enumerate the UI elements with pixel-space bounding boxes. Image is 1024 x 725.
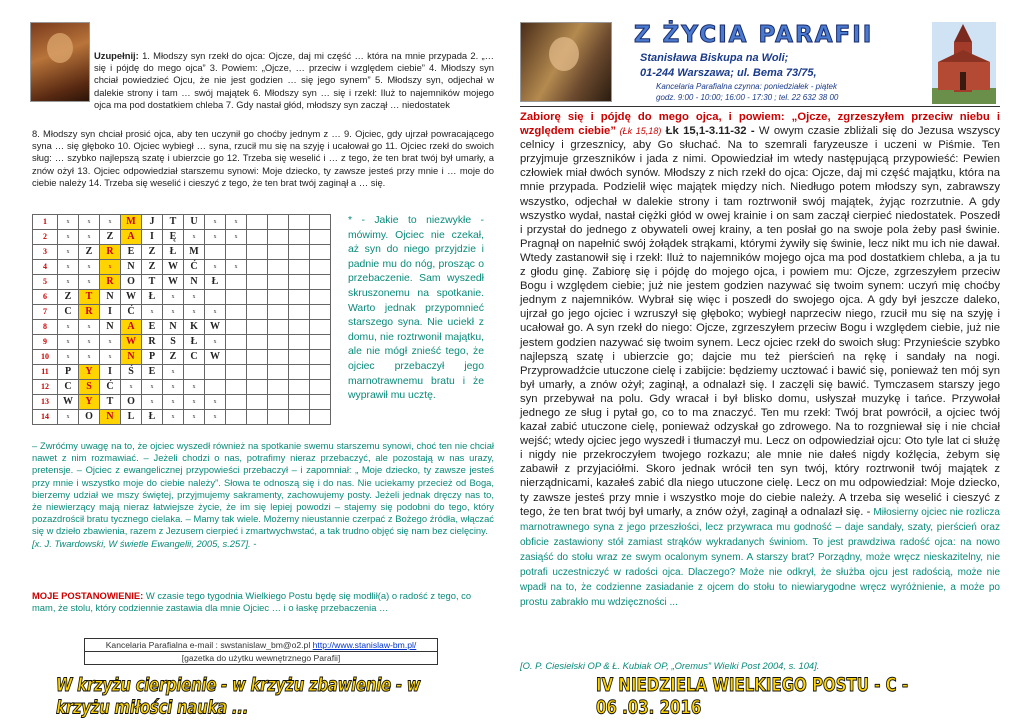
resolution-block [32,590,494,614]
crossword-cell [247,320,268,335]
crossword-row-number: 3 [33,245,58,260]
footer-note: [gazetka do użytku wewnętrznego Parafii] [85,651,437,664]
crossword-row-number: 8 [33,320,58,335]
crossword-cell [268,305,289,320]
crossword-cell: Ę [163,230,184,245]
crossword-cell [226,395,247,410]
crossword-cell: x [79,335,100,350]
crossword-cell [268,290,289,305]
crossword-cell: Ł [142,290,163,305]
crossword-cell: x [58,230,79,245]
crossword-row [33,290,331,305]
crossword-cell [247,335,268,350]
crossword-cell [205,290,226,305]
crossword-cell: x [79,215,100,230]
crossword-key-cell: Y [79,365,100,380]
crossword-cell [310,410,331,425]
crossword-cell: x [184,395,205,410]
crossword-row-number: 11 [33,365,58,380]
gospel-block [520,110,1000,610]
crossword-cell [247,395,268,410]
crossword-cell [247,365,268,380]
crossword-row-number: 12 [33,380,58,395]
crossword-cell [247,305,268,320]
prodigal-son-painting [30,22,90,102]
crossword-row-number: 4 [33,260,58,275]
crossword-key-cell: S [79,380,100,395]
crossword-cell: x [163,305,184,320]
crossword-key-cell: N [100,410,121,425]
crossword-cell: Ł [205,275,226,290]
crossword-cell: W [121,290,142,305]
crossword-cell: x [163,290,184,305]
crossword-cell: N [163,320,184,335]
crossword-cell [268,215,289,230]
crossword-grid [32,214,331,425]
crossword-cell [247,260,268,275]
crossword-cell: W [163,275,184,290]
right-banner: IV NIEDZIELA WIELKIEGO POSTU - C - 06 .03. 2016 [596,673,909,719]
crossword-cell: W [205,350,226,365]
crossword-cell: T [100,395,121,410]
answers-continued: 8. Młodszy syn chciał prosić ojca, aby ten uczynił go choćby jednym z … 9. Ojciec, gdy ujrzał powracającego syna … się głęboko 10. Ojciec wybiegł … syna, rzucił mu się na szyję i ucałował go 11. Ojciec rzekł do swoich sług: … szybko najlepszą szatę i ubierzcie go 12. Trzeba się weselić i … z tego, że ten brat twój był umarły, a znów ożył 13. Ojciec odpowiedział starszemu synowi: Moje dziecko, ty zawsze jesteś przy mnie i … moje do ciebie należy 14. Trzeba się weselić i cieszyć z tego, że ten brat twój zaginął a … się. [32,128,494,188]
crossword-cell [268,410,289,425]
crossword-cell [268,320,289,335]
crossword-cell [247,275,268,290]
crossword-cell [226,305,247,320]
crossword-cell [289,275,310,290]
crossword-cell: x [184,380,205,395]
crossword-cell [226,290,247,305]
crossword-key-cell: R [79,305,100,320]
crossword-cell [268,275,289,290]
crossword-cell [247,290,268,305]
crossword-row [33,350,331,365]
side-note: * - Jakie to niezwykłe - mówimy. Ojciec nie czekał, aż syn do niego przyjdzie i padnie mu do nóg, prosząc o przebaczenie. Sam wyszedł skruszonemu na spotkanie. Warto jednak przypomnieć starszego syna. Nie uciekł z domu, nie roztrwonił majątku, ale nie mógł znieść tego, że ojciec przebaczył jego marnotrawnemu bratu i że wyprawił mu ucztę. [348,215,484,402]
crossword-cell: x [79,350,100,365]
crossword-cell [247,410,268,425]
crossword-cell: x [163,395,184,410]
crossword-cell [289,320,310,335]
crossword-cell: x [163,365,184,380]
crossword-cell: x [184,305,205,320]
crossword-cell [310,395,331,410]
crossword-cell [205,380,226,395]
crossword-cell [289,245,310,260]
crossword-cell: x [226,230,247,245]
crossword-cell: x [205,410,226,425]
crossword-cell [289,365,310,380]
crossword-row-number: 2 [33,230,58,245]
crossword-cell: W [205,320,226,335]
footer-email: Kancelaria Parafialna e-mail : swstanislaw_bm@o2.pl [105,640,311,650]
crossword-cell [268,335,289,350]
crossword-key-cell: A [121,230,142,245]
crossword-cell: x [205,395,226,410]
crossword-row [33,410,331,425]
crossword-cell: C [58,305,79,320]
crossword-cell: x [58,275,79,290]
crossword-cell: Ś [121,365,142,380]
crossword-row [33,245,331,260]
header-rule [520,106,1000,107]
office-hours: godz. 9:00 - 10:00; 16:00 - 17:30 ; tel. 22 632 38 00 [656,93,839,102]
crossword-cell: Z [79,245,100,260]
crossword-cell [268,365,289,380]
crossword-cell [226,410,247,425]
crossword-cell: L [121,410,142,425]
crossword-cell: x [142,380,163,395]
crossword-cell: x [184,410,205,425]
crossword-cell: P [142,350,163,365]
crossword-cell: E [142,365,163,380]
crossword-cell [289,305,310,320]
crossword-row [33,305,331,320]
crossword-cell [247,230,268,245]
crossword-cell: N [100,290,121,305]
crossword-cell: x [58,350,79,365]
crossword-row-number: 9 [33,335,58,350]
crossword-cell: x [205,335,226,350]
crossword-cell: x [100,350,121,365]
crossword-cell [310,365,331,380]
footer-box [84,638,438,665]
crossword-cell: O [79,410,100,425]
crossword-cell [310,290,331,305]
crossword-cell: Z [142,245,163,260]
crossword-row [33,365,331,380]
crossword-cell: x [121,380,142,395]
crossword-cell: x [226,215,247,230]
crossword-cell: x [79,320,100,335]
crossword-cell: x [205,215,226,230]
crossword-cell: x [163,380,184,395]
crossword-cell: x [79,275,100,290]
commentary-text: – Zwróćmy uwagę na to, że ojciec wyszedł również na spotkanie swemu starszemu synowi, choć ten nie chciał nawet z nim rozmawiać. – Jeżeli chodzi o nas, potrafimy nieraz przebaczyć, ale pozostają w nas urazy, pretensje. – Ojciec z ewangelicznej przypowieści przebaczył – i zapomniał: „ Moje dziecko, ty zawsze jesteś przy mnie i wszystko moje do ciebie należy”. Słowa te odnoszą się i do nas. Nie uciekamy przecież od Boga, bierzemy udział we mszy świętej, przyjmujemy sakramenty, zachowujemy posty. Jeżeli jednak dręczy nas to, że niewierzący mają nieraz łatwiejsze życie, że im się lepiej powodzi – stajemy się podobni do tego, który pozazdrościł bratu tycznego cielaka. – Mamy tak wiele. Możemy nieustannie czerpać z Bożego źródła, włączać się w dzieło zbawienia, razem z Jezusem cierpieć i zmartwychwstać, a tak trudno objęć się nam bez cielęciny. [32,440,494,537]
crossword-cell: x [58,215,79,230]
crossword-cell: x [205,230,226,245]
crossword-key-cell: R [100,245,121,260]
crossword-cell: Ć [121,305,142,320]
crossword-cell: x [226,260,247,275]
crossword-cell [310,215,331,230]
crossword-row-number: 10 [33,350,58,365]
crossword-cell [268,260,289,275]
crossword-cell: O [121,395,142,410]
crossword-cell: W [58,395,79,410]
crossword-key-cell: R [100,275,121,290]
crossword-cell: K [184,320,205,335]
crossword-cell [310,305,331,320]
crossword-row [33,275,331,290]
crossword-cell [310,350,331,365]
commentary-paragraph [32,440,494,550]
crossword-cell: U [184,215,205,230]
crossword-cell: x [58,320,79,335]
crossword-cell: x [163,410,184,425]
crossword-row [33,260,331,275]
crossword-cell: x [205,260,226,275]
crossword-cell [289,380,310,395]
crossword-cell: Z [142,260,163,275]
crossword-cell: Ć [184,260,205,275]
crossword-cell: Ł [142,410,163,425]
crossword-cell [205,365,226,380]
crossword-cell [268,380,289,395]
resolution-title: MOJE POSTANOWIENIE: [32,590,144,601]
crossword-cell [247,245,268,260]
crossword-cell [268,245,289,260]
crossword-cell [289,215,310,230]
crossword-cell [289,410,310,425]
crossword-cell: x [184,290,205,305]
crossword-cell: I [100,305,121,320]
crossword-cell: x [58,260,79,275]
crossword-cell: x [79,230,100,245]
crossword-row-number: 14 [33,410,58,425]
crossword-cell: C [58,380,79,395]
crossword-cell: x [58,245,79,260]
parish-address: 01-244 Warszawa; ul. Bema 73/75, [640,67,817,79]
crossword-cell: x [79,260,100,275]
crossword-cell: Z [163,350,184,365]
gospel-pericope: Łk 15,1-3.11-32 - [661,125,755,138]
crossword-cell [310,320,331,335]
crossword-cell: N [184,275,205,290]
crossword-cell: Ć [100,380,121,395]
crossword-cell [226,245,247,260]
crossword-cell: x [100,335,121,350]
gospel-intro: Zabiorę się i pójdę do mego ojca, i powiem: „Ojcze, zgrzeszyłem przeciw niebu i względem ciebie” [520,111,1000,138]
crossword-row [33,230,331,245]
crossword-cell: S [163,335,184,350]
crossword-row [33,380,331,395]
crossword-cell [226,335,247,350]
crossword-cell: Ł [163,245,184,260]
crossword-cell: I [142,230,163,245]
crossword-cell [226,380,247,395]
crossword-cell: M [184,245,205,260]
crossword-cell [247,215,268,230]
crossword-key-cell: A [121,320,142,335]
crossword-cell [289,290,310,305]
newsletter-title: Z ŻYCIA PARAFII [634,22,874,48]
answers-text: 1. Młodszy syn rzekł do ojca: Ojcze, daj mi część … która na mnie przypada 2. „… się i pójdę do mego ojca” 3. Powiem: „Ojcze, … przeciw i względem ciebie” 4. Młodszy syn chciał powiedzieć Ojcu, że nie jest godzien … się jego synem” 5. Młodszy syn, odjechał w dalekie strony i tam … swój majątek 6. Młodszy syn … się i rzekł: Iluż to najemników mojego ojca ma pod dostatkiem chleba 7. Gdy nastał głód, młodszy syn zaczął … niedostatek [94,50,494,110]
crossword-cell [247,380,268,395]
crossword-cell: T [163,215,184,230]
crossword-row-number: 6 [33,290,58,305]
parish-website-link[interactable]: http://www.stanislaw-bm.pl/ [312,640,417,650]
crossword-cell: x [205,305,226,320]
prodigal-return-painting [520,22,612,102]
parish-name: Stanisława Biskupa na Woli; [640,52,789,64]
crossword-cell [205,245,226,260]
crossword-cell: W [163,260,184,275]
crossword-key-cell: T [79,290,100,305]
crossword-cell: E [121,245,142,260]
crossword-cell: x [184,230,205,245]
crossword-cell: E [142,320,163,335]
crossword-cell: P [58,365,79,380]
crossword-key-cell: M [121,215,142,230]
crossword-row-number: 1 [33,215,58,230]
footer-contact [85,639,437,651]
crossword-cell [289,350,310,365]
crossword-cell [310,245,331,260]
answers-block [94,50,494,111]
crossword-cell: C [184,350,205,365]
church-picture [932,22,996,104]
crossword-cell: N [100,320,121,335]
crossword-row [33,320,331,335]
crossword-cell [289,395,310,410]
crossword-cell [226,350,247,365]
crossword-cell: Z [58,290,79,305]
crossword-key-cell: W [121,335,142,350]
crossword-key-cell: N [121,350,142,365]
crossword-cell [226,275,247,290]
crossword-row [33,215,331,230]
crossword-row-number: 7 [33,305,58,320]
crossword-cell: I [100,365,121,380]
crossword-cell [289,260,310,275]
crossword-cell: T [142,275,163,290]
crossword-cell [310,230,331,245]
crossword-key-cell: x [100,260,121,275]
crossword-cell: Z [100,230,121,245]
crossword-cell [289,335,310,350]
crossword-cell [184,365,205,380]
crossword-cell: Ł [184,335,205,350]
gospel-text: W owym czasie zbliżali się do Jezusa wszyscy celnicy i grzesznicy, aby Go słuchać. Na to szemrali faryzeusze i uczeni w Piśmie. Ten przyjmuje grzeszników i jada z nimi. Opowiedział im wtedy następującą przypowieść: Pewien człowiek miał dwóch synów. Młodszy z nich rzekł do ojca: Ojcze, daj mi część majątku, która na mnie przypada. Podzielił więc majątek między nich. Niedługo potem młodszy syn, zabrawszy wszystko, odjechał w dalekie strony i tam roztrwonił swój majątek, żyjąc rozrzutnie. A gdy wszystko wydał, nastał ciężki głód w owej krainie i on sam zaczął cierpieć niedostatek. Poszedł i przystał do jednego z obywateli owej krainy, a ten posłał go na swoje pola żeby pasł świnie. Pragnął on napełnić swój żołądek strąkami, którymi żywiły się świnie, lecz nikt mu ich nie dawał. Wtedy zastanowił się i rzekł: Iluż to najemników mojego ojca ma pod dostatkiem chleba, a ja tu z głodu ginę. Zabiorę się i pójdę do mojego ojca, i powiem mu: Ojcze, zgrzeszyłem przeciw Bogu i względem ciebie; już nie jestem godzien nazywać się twoim synem: uczyń mię choćby jednym z najemników. Wybrał się więc i poszedł do swojego ojca. A gdy był jeszcze daleko, ujrzał go jego ojciec i wzruszył się głęboko; wybiegł naprzeciw niego, rzucił mu się na szyję i ucałował go. A syn rzekł do niego: Ojcze, zgrzeszyłem przeciw Bogu i względem ciebie, już nie jestem godzien nazywać się twoim synem. Lecz ojciec rzekł do swoich sług: Przynieście szybko najlepszą szatę i ubierzcie go; dajcie mu też pierścień na rękę i sandały na nogi. Przyprowadźcie utuczone cielę i zabijcie: będziemy ucztować i bawić się, ponieważ ten mój syn był umarły, a znów ożył; zaginął, a odnalazł się. I zaczęli się bawić. Tymczasem starszy jego syn przebywał na polu. Gdy wracał i był blisko domu, usłyszał muzykę i tańce. Przywołał jednego ze sług i pytał go, co to ma znaczyć. Ten mu rzekł: Twój brat powrócił, a ojciec twój kazał zabić utuczone cielę, ponieważ odzyskał go zdrowego. Na to rozgniewał się i nie chciał wejść; wtedy ojciec jego wyszedł i tłumaczył mu. Lecz on odpowiedział ojcu: Oto tyle lat ci służę i nigdy nie przekroczyłem twojego rozkazu; ale mnie nie dałeś nigdy koźlęcia, żebym się zabawił z przyjaciółmi. Skoro jednak wrócił ten syn twój, który roztrwonił twój majątek z nierządnicami, kazałeś zabić dla niego utuczone cielę. Lecz on mu odpowiedział: Moje dziecko, ty zawsze jesteś przy mnie i wszystko moje do ciebie należy. A trzeba się weselić i cieszyć z tego, że ten brat twój był umarły, a znów ożył, zaginął a odnalazł się. - [520,125,1000,518]
crossword-cell [310,335,331,350]
crossword-row-number: 13 [33,395,58,410]
crossword-cell [289,230,310,245]
crossword-cell [268,395,289,410]
answers-lead: Uzupełnij: [94,50,139,61]
crossword-cell: J [142,215,163,230]
gospel-comment: Miłosierny ojciec nie rozlicza marnotrawnego syna z jego przeszłości, lecz przywraca mu godność – daje sandały, szaty, pierścień oraz obficie zastawiony stół zamiast strąków wykradanych świniom. To jest prawdziwa radość ojca: na nowo zasiąść do stołu wraz ze swym ocalonym synem. A starszy brat? Porządny, może wręcz nieskazitelny, nie potrafi uczestniczyć w radości ojca. Dlaczego? Może nie odkrył, że służba ojcu jest radością, może nie wpadł na to, że codzienne zasiadanie z ojcem do stołu to niewiarygodne wręcz wyróżnienie, a może po prostu zabrakło mu wdzięczności ... [520,506,1000,609]
crossword-cell [268,230,289,245]
crossword-row [33,335,331,350]
resolution-text: W czasie tego tygodnia Wielkiego Postu będę się modlił(a) o radość z tego, co mam, że stolu, który codziennie zastawia dla mnie Ojciec … i o łaskę przebaczenia … [32,590,472,614]
crossword-cell: x [142,305,163,320]
crossword-row [33,395,331,410]
crossword-cell: x [58,335,79,350]
crossword-cell: O [121,275,142,290]
crossword-cell: N [121,260,142,275]
office-hours-label: Kancelaria Parafialna czynna: poniedziałek - piątek [656,82,837,91]
crossword-cell: x [100,215,121,230]
crossword-key-cell: Y [79,395,100,410]
crossword-cell [310,260,331,275]
crossword-cell [268,350,289,365]
crossword-cell [226,320,247,335]
crossword-cell: R [142,335,163,350]
crossword-cell: x [58,410,79,425]
crossword-cell [247,350,268,365]
crossword-cell: x [142,395,163,410]
crossword-row-number: 5 [33,275,58,290]
gospel-reference: (Łk 15,18) [615,126,662,137]
left-banner: W krzyżu cierpienie - w krzyżu zbawienie - w krzyżu miłości nauka ... [56,673,421,719]
crossword-cell [226,365,247,380]
crossword-cell [310,380,331,395]
crossword-cell [310,275,331,290]
commentary-citation: [x. J. Twardowski, W świetle Ewangelii, 2005, s.257]. - [32,537,257,549]
comment-citation: [O. P. Ciesielski OP & Ł. Kubiak OP, „Oremus” Wielki Post 2004, s. 104]. [520,660,820,671]
